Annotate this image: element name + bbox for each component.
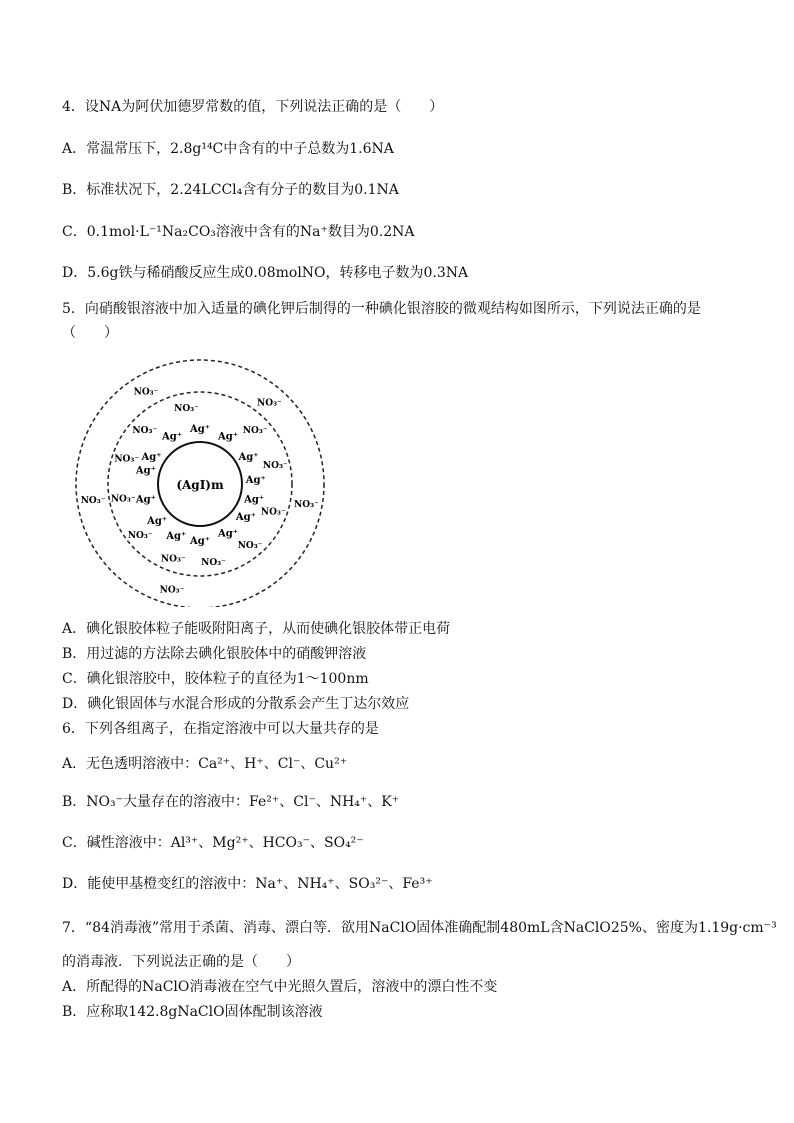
q7-stem-cont: 的消毒液．下列说法正确的是（ ） (62, 954, 300, 970)
ag-ion-label: Ag⁺ (217, 431, 239, 443)
q6-option-b: B．NO₃⁻大量存在的溶液中：Fe²⁺、Cl⁻、NH₄⁺、K⁺ (62, 794, 400, 810)
no3-ion-label: NO₃⁻ (237, 540, 263, 551)
ag-ion-label: Ag⁺ (141, 452, 162, 463)
no3-ion-label: NO₃⁻ (133, 387, 159, 398)
q6-option-c: C．碱性溶液中：Al³⁺、Mg²⁺、HCO₃⁻、SO₄²⁻ (62, 835, 364, 851)
agi-colloid-diagram (66, 347, 338, 607)
no3-ion-label: NO₃⁻ (260, 507, 286, 518)
q7-option-b: B．应称取142.8gNaClO固体配制该溶液 (62, 1004, 323, 1020)
q7-stem: 7．“84消毒液”常用于杀菌、消毒、漂白等．欲用NaClO固体准确配制480mL含NaClO25%、密度为1.19g·cm⁻³ (62, 920, 777, 936)
q6-stem: 6．下列各组离子，在指定溶液中可以大量共存的是 (62, 721, 379, 737)
no3-ion-label: NO₃⁻ (174, 404, 199, 415)
no3-ion-label: NO₃⁻ (80, 496, 106, 506)
q4-option-a: A．常温常压下，2.8g¹⁴C中含有的中子总数为1.6NA (62, 141, 394, 157)
no3-ion-label: NO₃⁻ (132, 425, 158, 436)
no3-ion-label: NO₃⁻ (110, 494, 136, 505)
ag-ion-label: Ag⁺ (244, 494, 265, 506)
core-label: (AgI)m (176, 478, 224, 492)
q5-option-c: C．碘化银溶胶中，胶体粒子的直径为1～100nm (62, 671, 369, 687)
q4-stem: 4．设NA为阿伏加德罗常数的值，下列说法正确的是（ ） (62, 99, 444, 115)
no3-ion-label: NO₃⁻ (114, 454, 140, 465)
no3-ion-label: NO₃⁻ (257, 398, 282, 409)
no3-ion-label: NO₃⁻ (294, 499, 319, 510)
q5-option-a: A．碘化银胶体粒子能吸附阳离子，从而使碘化银胶体带正电荷 (62, 621, 451, 637)
no3-ion-label: NO₃⁻ (159, 585, 185, 596)
q7-option-a: A．所配得的NaClO消毒液在空气中光照久置后，溶液中的漂白性不变 (62, 979, 498, 995)
q5-option-d: D．碘化银固体与水混合形成的分散系会产生丁达尔效应 (62, 696, 410, 712)
q4-option-d: D．5.6g铁与稀硝酸反应生成0.08molNO，转移电子数为0.3NA (62, 265, 469, 281)
q5-option-b: B．用过滤的方法除去碘化银胶体中的硝酸钾溶液 (62, 646, 367, 662)
q4-option-c: C．0.1mol·L⁻¹Na₂CO₃溶液中含有的Na⁺数目为0.2NA (62, 224, 415, 240)
ag-ion-label: Ag⁺ (189, 424, 211, 435)
ag-ion-label: Ag⁺ (166, 530, 187, 542)
ag-ion-label: Ag⁺ (135, 494, 156, 506)
ag-ion-label: Ag⁺ (147, 516, 168, 527)
no3-ion-label: NO₃⁻ (127, 531, 153, 542)
q6-option-a: A．无色透明溶液中：Ca²⁺、H⁺、Cl⁻、Cu²⁺ (62, 756, 348, 772)
agi-colloid-figure (66, 347, 338, 607)
ag-ion-label: Ag⁺ (238, 452, 259, 463)
q6-option-d: D．能使甲基橙变红的溶液中：Na⁺、NH₄⁺、SO₃²⁻、Fe³⁺ (62, 876, 433, 892)
ag-ion-label: Ag⁺ (235, 512, 256, 524)
no3-ion-label: NO₃⁻ (201, 557, 226, 568)
ag-ion-label: Ag⁺ (161, 431, 183, 443)
no3-ion-label: NO₃⁻ (242, 425, 268, 436)
q5-stem: 5．向硝酸银溶液中加入适量的碘化钾后制得的一种碘化银溶胶的微观结构如图所示，下列说法正确的是 (62, 301, 701, 317)
no3-ion-label: NO₃⁻ (262, 460, 288, 471)
ag-ion-label: Ag⁺ (245, 475, 266, 487)
no3-ion-label: NO₃⁻ (160, 554, 186, 565)
q4-option-b: B．标准状况下，2.24LCCl₄含有分子的数目为0.1NA (62, 182, 399, 198)
q5-stem-cont: （ ） (62, 325, 118, 341)
ag-ion-label: Ag⁺ (189, 536, 211, 547)
ag-ion-label: Ag⁺ (217, 528, 239, 540)
ag-ion-label: Ag⁺ (135, 465, 156, 477)
